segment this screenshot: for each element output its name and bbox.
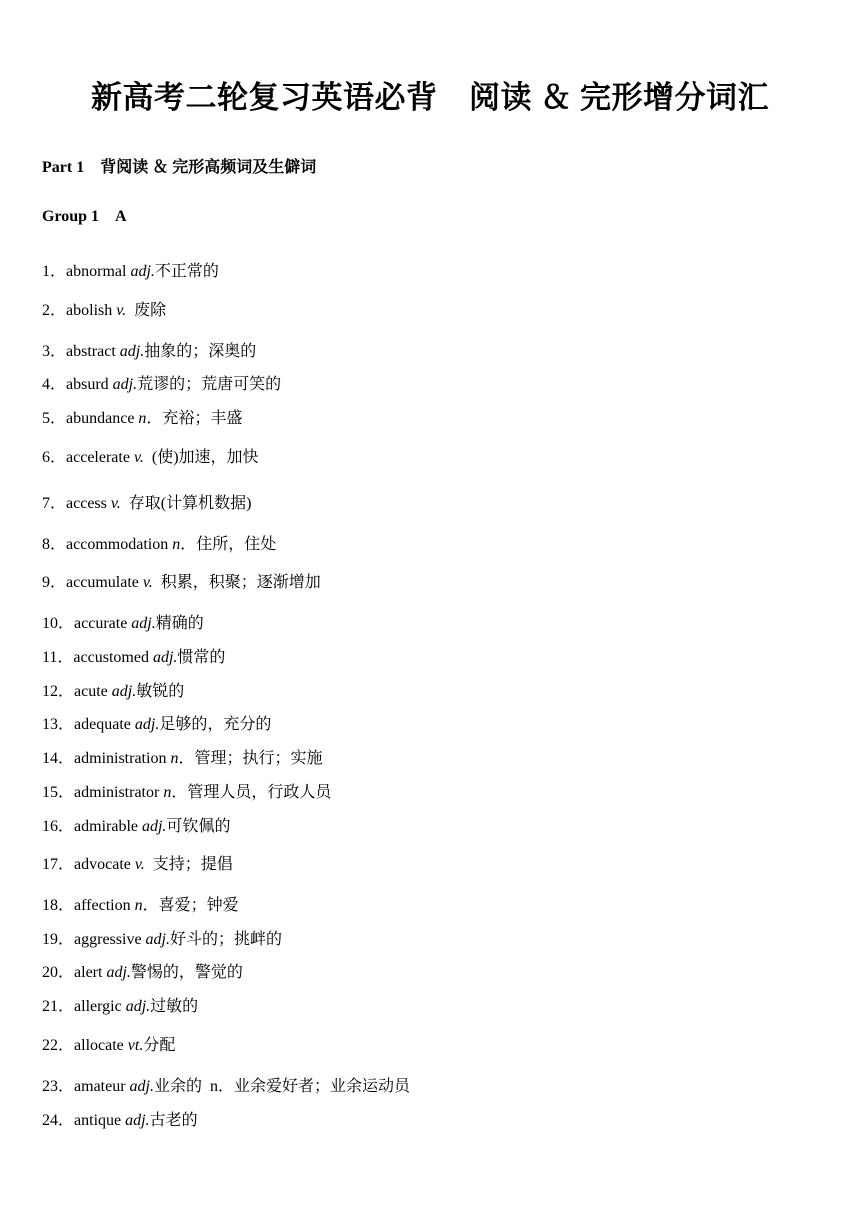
entry-number: 4．: [42, 376, 67, 393]
vocab-entry: [42, 1111, 198, 1131]
entry-part-of-speech: adj.: [111, 683, 137, 700]
entry-meaning: 支持；提倡: [144, 856, 233, 873]
entry-part-of-speech: adj.: [141, 818, 167, 835]
entry-part-of-speech: adj.: [131, 615, 156, 632]
entry-number: 9．: [42, 574, 67, 591]
entry-part-of-speech: n: [172, 536, 181, 553]
entry-meaning: 过敏的: [150, 998, 199, 1015]
vocab-entry: [42, 614, 204, 634]
entry-word: advocate: [74, 856, 135, 873]
entry-meaning: ．管理人员，行政人员: [171, 784, 332, 801]
entry-meaning: 古老的: [149, 1112, 198, 1129]
entry-meaning: ．充裕；丰盛: [146, 410, 243, 427]
entry-meaning: 荒谬的；荒唐可笑的: [137, 376, 282, 393]
entry-part-of-speech: adj.: [130, 263, 155, 280]
entry-number: 7．: [42, 495, 67, 512]
entry-number: 22．: [42, 1037, 75, 1054]
entry-number: 11．: [42, 649, 74, 666]
entry-number: 10．: [42, 615, 75, 632]
entry-number: 17．: [42, 856, 75, 873]
entry-word: abnormal: [66, 263, 131, 280]
vocab-entry: [42, 494, 251, 514]
entry-part-of-speech: adj.: [106, 964, 131, 981]
entry-word: alert: [74, 964, 107, 981]
entry-word: abundance: [66, 410, 139, 427]
entry-word: accommodation: [66, 536, 173, 553]
entry-word: acute: [74, 683, 112, 700]
vocab-entry: [42, 682, 184, 702]
entry-part-of-speech: adj.: [112, 376, 138, 393]
entry-part-of-speech: v.: [110, 495, 121, 512]
entry-part-of-speech: n: [163, 784, 172, 801]
entry-word: abstract: [66, 343, 120, 360]
entry-meaning: ．喜爱；钟爱: [142, 897, 239, 914]
entry-part-of-speech: v.: [142, 574, 153, 591]
entry-number: 16．: [42, 818, 75, 835]
entry-meaning: 警惕的，警觉的: [130, 964, 243, 981]
entry-number: 6．: [42, 449, 67, 466]
entry-word: accustomed: [73, 649, 153, 666]
vocab-entry: [42, 963, 243, 983]
vocab-entry: [42, 409, 242, 429]
entry-word: aggressive: [74, 931, 146, 948]
entry-word: affection: [74, 897, 135, 914]
entry-word: accurate: [74, 615, 132, 632]
entry-meaning: 足够的，充分的: [159, 716, 272, 733]
vocab-entry: [42, 573, 321, 593]
vocab-entry: [42, 301, 166, 321]
entry-meaning: 精确的: [155, 615, 204, 632]
entry-part-of-speech: adj.: [145, 931, 170, 948]
entry-number: 20．: [42, 964, 75, 981]
entry-number: 5．: [42, 410, 67, 427]
group-heading: Group 1 A: [42, 208, 127, 225]
vocab-entry: [42, 342, 256, 362]
entry-number: 24．: [42, 1112, 75, 1129]
vocab-entry: [42, 535, 276, 555]
entry-part-of-speech: adj.: [125, 998, 151, 1015]
entry-number: 21．: [42, 998, 75, 1015]
entry-part-of-speech: adj.: [134, 716, 160, 733]
entry-word: accumulate: [66, 574, 143, 591]
part-heading: Part 1 背阅读 ＆ 完形高频词及生僻词: [42, 159, 317, 176]
page-title: 新高考二轮复习英语必背 阅读 ＆ 完形增分词汇: [91, 80, 769, 115]
entry-part-of-speech: v.: [116, 302, 127, 319]
entry-word: absurd: [66, 376, 113, 393]
entry-meaning: ．管理；执行；实施: [178, 750, 323, 767]
entry-part-of-speech: adj.: [129, 1078, 154, 1095]
entry-number: 23．: [42, 1078, 75, 1095]
vocab-entry: [42, 896, 239, 916]
entry-number: 18．: [42, 897, 75, 914]
entry-part-of-speech: n: [170, 750, 179, 767]
entry-number: 15．: [42, 784, 75, 801]
entry-number: 3．: [42, 343, 67, 360]
entry-number: 1．: [42, 263, 67, 280]
vocab-entry: [42, 262, 219, 282]
vocab-entry: [42, 448, 259, 468]
vocab-entry: [42, 1036, 175, 1056]
vocab-entry: [42, 783, 331, 803]
entry-meaning: ．住所，住处: [180, 536, 277, 553]
entry-word: amateur: [74, 1078, 130, 1095]
entry-word: antique: [74, 1112, 126, 1129]
entry-meaning: 好斗的；挑衅的: [170, 931, 283, 948]
entry-meaning: 可钦佩的: [166, 818, 231, 835]
entry-part-of-speech: adj.: [152, 649, 178, 666]
entry-meaning: 废除: [126, 302, 167, 319]
vocab-entry: [42, 1077, 410, 1097]
entry-word: accelerate: [66, 449, 134, 466]
entry-word: admirable: [74, 818, 142, 835]
entry-word: administrator: [74, 784, 164, 801]
vocab-entry: [42, 715, 271, 735]
entry-meaning: 敏锐的: [136, 683, 185, 700]
vocab-entry: [42, 648, 225, 668]
entry-word: allocate: [74, 1037, 128, 1054]
entry-meaning: 积累，积聚；逐渐增加: [152, 574, 321, 591]
entry-meaning: 业余的 n．业余爱好者；业余运动员: [154, 1078, 411, 1095]
entry-word: allergic: [74, 998, 126, 1015]
entry-number: 19．: [42, 931, 75, 948]
entry-meaning: 惯常的: [177, 649, 226, 666]
entry-part-of-speech: v.: [133, 449, 144, 466]
entry-meaning: (使)加速，加快: [143, 449, 259, 466]
entry-number: 12．: [42, 683, 75, 700]
entry-part-of-speech: n: [138, 410, 147, 427]
entry-meaning: 存取(计算机数据): [120, 495, 252, 512]
entry-number: 13．: [42, 716, 75, 733]
entry-part-of-speech: adj.: [119, 343, 145, 360]
vocab-entry: [42, 855, 233, 875]
entry-meaning: 分配: [143, 1037, 176, 1054]
entry-word: access: [66, 495, 111, 512]
entry-word: abolish: [66, 302, 117, 319]
entry-part-of-speech: vt.: [127, 1037, 144, 1054]
entry-part-of-speech: v.: [134, 856, 145, 873]
entry-number: 2．: [42, 302, 67, 319]
vocab-entry: [42, 749, 322, 769]
vocab-entry: [42, 817, 230, 837]
entry-part-of-speech: n: [134, 897, 143, 914]
entry-number: 8．: [42, 536, 67, 553]
entry-word: administration: [74, 750, 171, 767]
entry-part-of-speech: adj.: [125, 1112, 150, 1129]
entry-word: adequate: [74, 716, 135, 733]
vocab-entry: [42, 930, 282, 950]
vocab-entry: [42, 997, 198, 1017]
entry-number: 14．: [42, 750, 75, 767]
vocab-entry: [42, 375, 281, 395]
entry-meaning: 抽象的；深奥的: [144, 343, 257, 360]
entry-meaning: 不正常的: [154, 263, 219, 280]
